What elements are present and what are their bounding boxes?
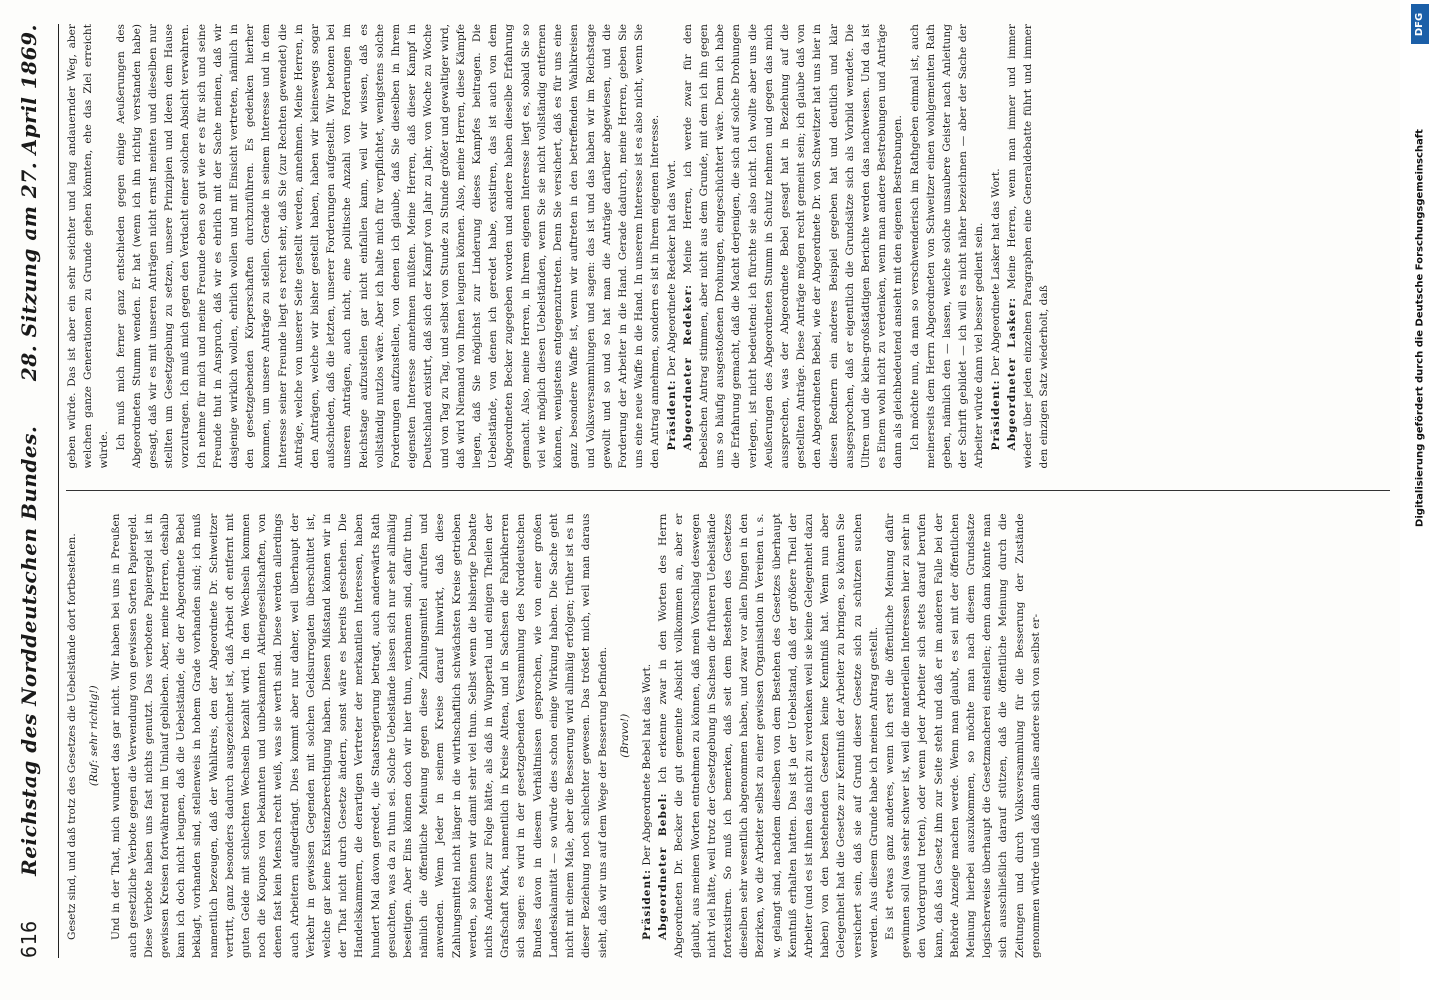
- column-left: [64, 514, 1390, 959]
- credit-text: Digitalisierung gefördert durch die Deutsche Forschungsgemeinschaft: [1414, 129, 1426, 527]
- speaker-label: Präsident:: [640, 868, 653, 940]
- paragraph: geben würde. Das ist aber ein sehr seichter und lang andauernder Weg, aber welchen ganze Generationen zu Grunde gehen könnten, ehe das Ziel erreicht würde.: [66, 24, 111, 469]
- digitization-credit: [1408, 48, 1432, 608]
- paragraph: Und in der That, mich wundert das gar nicht. Wir haben bei uns in Preußen auch gesetzliche Verbote gegen die Verwendung von gewissen Sorten Papiergeld. Diese Verbote haben uns fast nichts genutzt. Das verbotene Papiergeld ist in gewissen Kreisen fortwährend im Umlauf geblieben. Aber, meine Herren, deshalb kann ich doch nicht leugnen, daß die Uebelstände, die der Abgeordnete Bebel beklagt, vorhanden sind, stellenweis in hohem Grade vorhanden sind; ich muß namentlich bezeugen, daß der Wahlkreis, den der Abgeordnete Dr. Schweitzer vertritt, ganz besonders dadurch ausgezeichnet ist, daß Arbeit oft entfernt mit guten Gelde mit schlechten Wechseln bezahlt wird. In den Wechseln kommen noch die Koupons von bekannten und unbekannten Aktiengesellschaften, von denen fast kein Mensch recht weiß, was sie werth sind. Diese werden allerdings auch Arbeitern aufgedrängt. Dies kommt aber nur daher, weil überhaupt der Verkehr in gewissen Gegenden mit solchen Geldsurrogaten überschüttet ist, welche gar keine Existenzberechtigung haben. Diesen Mißstand können wir in der That nicht durch Gesetze ändern, sonst wäre es bereits geschehen. Die Handelskammern, die derartigen Vertreter der merkantilen Interessen, haben hundert Mal davon geredet, die Staatsregierung betragt, auch anderwärts Rath gesuchten, was da zu thun sei. Solche Uebelstände lassen sich nur sehr allmälig beseitigen. Aber Eins können doch wir hier thun, verbannen sind, dafür thun, nämlich die öffentliche Meinung gegen diese Zahlungsmittel aufrufen und anwenden. Wenn Jeder in seinem Kreise darauf hinwirkt, daß diese Zahlungsmittel nicht länger in die wirthschaftlich schwächsten Kreise getrieben werden, so können wir damit sehr viel thun. Selbst wenn die bisherige Debatte nichts Anderes zur Folge hätte, als daß in Wuppertal und einigen Theilen der Grafschaft Mark, namentlich in Kreise Altena, und in Sachsen die Fabrikherren sich sagen: es wird in der gesetzgebenden Versammlung des Norddeutschen Bundes davon in diesem Verhältnissen gesprochen, wie von einer großen Landeskalamität — so würde dies schon einige Wirkung haben. Die Sache geht nicht mit einem Male, aber die Besserung wird allmälig erfolgen; trüher ist es in dieser Beziehung noch schlechter gewesen. Das tröstet mich, weil man daraus sieht, daß wir uns auf dem Wege der Besserung befinden.: [110, 513, 609, 958]
- speech-text: Ich erkenne zwar in den Worten des Herrn Abgeordneten Dr. Becker die gut gemeinte Absicht vollkommen an, aber er glaubt, aus meinen Worten entnehmen zu können, daß mein Vorschlag deswegen nicht viel hätte, weil trotz der Gesetzgebung in Sachsen die früheren Uebelstände fortexistiren. So muß ich bemerken, daß seit dem Bestehen des Gesetzes dieselben sehr wesentlich abgenommen haben, und zwar vor allen Dingen in den Bezirken, wo die Arbeiter selbst zu einer gewissen Organisation in Vereinen u. s. w. gelangt sind, nachdem dieselben von dem Bestehen des Gesetzes überhaupt Kenntniß erhalten hatten. Das ist ja der Uebelstand, daß der größere Theil der Arbeiter (und es ist ihnen das nicht zu verdenken weil sie keine Gelegenheit dazu haben) von den bestehenden Gesetzen keine Kenntniß hat. Wenn nun aber Gelegenheit hat die Gesetze zur Kenntniß der Arbeiter zu bringen, so können Sie versichert sein, daß sie auf Grund dieser Gesetze sich zu schützen suchen werden. Aus diesem Grunde habe ich meinen Antrag gestellt.: [657, 513, 880, 958]
- speech-paragraph: [655, 514, 882, 959]
- text-columns: [64, 24, 1390, 958]
- session-title: 28. Sitzung am 27. April 1869.: [17, 24, 41, 382]
- column-right: [64, 24, 1390, 469]
- speaker-label: Abgeordneter Redeker:: [681, 284, 694, 451]
- paragraph: Es ist etwas ganz anderes, wenn ich erst die öffentliche Meinung dafür gewinnen soll (was sehr schwer ist, weil die materiellen Interessen hier zu sehr in den Vordergrund treten), oder wenn jeder Arbeiter sich stets darauf berufen kann, daß das Gesetz ihm zur Seite steht und daß er im anderen Falle bei der Behörde Anzeige machen werde. Wenn man glaubt, es sei mit der öffentlichen Meinung hierbei auszukommen, so möchte man nach diesem Grundsatze logischerweise überhaupt die Gesetzmacherei einstellen; denn dann könnte man sich ausschließlich darauf stützen, daß die öffentliche Meinung durch die Zeitungen und durch Volksversammlung für die Besserung der Zustände genommen würde und daß dann alles andere sich von selbst er-: [883, 513, 1042, 958]
- speaker-label: Abgeordneter Lasker:: [1005, 296, 1018, 451]
- speech-text: Meine Herren, ich werde zwar für den Bebelschen Antrag stimmen, aber nicht aus dem Grunde, mit dem ich ihn gegen uns so häufig ausgestoßenen Drohungen, eingeschüchtert wäre. Denn ich habe die Erfahrung gemacht, daß die Macht derjenigen, die sich auf solche Drohungen verlegen, ist nicht bedeutend: ich fürchte sie also nicht. Ich wollte aber uns die Aeußerungen des Abgeordneten Stumm in Schutz nehmen und gegen das mich aussprechen, was der Abgeordnete Bebel gesagt hat in Beziehung auf die gestellten Anträge. Diese Anträge mögen recht gemeint sein; ich glaube daß von den Abgeordneten Bebel, wie der Abgeordnete Dr. von Schweitzer hat uns hier in diesen Rednern ein anderes Beispiel gegeben hat und deutlich und klar ausgesprochen, daß er eigentlich die Grundsätze sich als Vorbild wendete. Die Ultren und die klein-großstädtigen Berichte werden das nachweisen. Und da ist es Einem wohl nicht zu verdenken, wenn man andere Bestrebungen und Anträge dann als gleichbedeutend ansieht mit den eigenen Bestrebungen.: [681, 24, 905, 469]
- president-text: Der Abgeordnete Lasker hat das Wort.: [989, 168, 1002, 377]
- dfg-logo: DFG: [1411, 4, 1429, 44]
- paragraph: Ich möchte nun, da man so verschwenderisch im Rathgeben einmal ist, auch meinerseits dem Herrn Abgeordneten von Schweitzer einen wohlgemeinten Rath geben, nämlich den — lassen, welche solche unsaubere Geister nach Anleitung der Schrift gebildet — ich will es nicht näher bezeichnen — aber der Sache der Arbeiter würde dann viel besser gedient sein.: [908, 24, 986, 469]
- page-number: 616: [17, 920, 41, 958]
- column-divider: [66, 491, 1390, 492]
- interjection: (Bravo!): [618, 713, 631, 758]
- speech-paragraph: [1004, 24, 1053, 469]
- president-line: [639, 514, 655, 959]
- publication-title: Reichstag des Norddeutschen Bundes.: [17, 425, 41, 876]
- speaker-label: Präsident:: [989, 379, 1002, 451]
- paragraph: Ich muß mich ferner ganz entschieden gegen einige Aeußerungen des Abgeordneten Stumm wenden. Er hat (wenn ich ihn richtig verstanden habe) gesagt, daß wir es mit unseren Anträgen nicht ernst meinten und dieselben nur stellten um Gesetzgebung zu setzen, unsere Prinzipien und Ideen dem Hause vorzutragen. Ich muß mich gegen den Verdacht einer solchen Absicht verwahren. Ich nehme für mich und meine Freunde eben so gut wie er es für sich und seine Freunde thut in Anspruch, daß wir es ehrlich mit der Sache meinen, daß wir dasjenige wirklich wollen, ehrlich wollen und mit Einsicht vertreten, nämlich in den gesetzgebenden Körperschaften durchzuführen. Es gedenken hierher kommen, um unsere Anträge zu stellen. Gerade in seinem Interesse und in dem Interesse seiner Freunde liegt es recht sehr, daß Sie (zur Rechten gewendet) die Anträge, welche von unserer Seite gestellt werden, annehmen. Meine Herren, in den Anträgen, welche wir bisher gestellt haben, haben wir keineswegs sogar außschieden, daß die letzten, unserer Forderungen aufgestellt. Wir betonen bei unseren Anträgen, auch nicht, eine politische Anzahl von Forderungen im Reichstage aufzustellen gar nicht einfallen kann, weil wir wissen, daß es vollständig nutzlos wäre. Aber ich halte mich für verpflichtet, wenigstens solche Forderungen aufzustellen, von denen ich glaube, daß Sie dieselben in Ihrem eigensten Interesse annehmen müßten. Meine Herren, daß dieser Kampf in Deutschland existirt, daß sich der Kampf von Jahr zu Jahr, von Woche zu Woche und von Tag zu Tag, und selbst von Stunde zu Stunde größer und gewaltiger wird, daß wird Niemand von Ihnen leugnen können. Also, meine Herren, diese Kämpfe liegen, daß Sie möglichst zur Linderung dieses Kampfes beitragen. Die Uebelstände, von denen ich geredet habe, existiren, das ist auch von dem Abgeordneten Becker zugegeben worden und andere haben dieselbe Erfahrung gemacht. Also, meine Herren, in Ihrem eigenen Interesse liegt es, sobald Sie so viel wie möglich diesen Uebelständen, wenn Sie sie nicht vollständig entfernen können, wenigstens entgegenzutreten. Denn Sie versichert, daß es für uns eine ganz besondere Waffe ist, wenn wir auftreten in den betreffenden Wahlkreisen und Volksversammlungen und sagen: das ist und das haben wir im Reichstage gewollt und so und so hat man die Anträge darüber abgewiesen, und die Forderung der Arbeiter in die Hand. Gerade dadurch, meine Herren, geben Sie uns eine neue Waffe in die Hand. In unserem Interesse ist es also nicht, wenn Sie den Antrag annehmen, sondern es ist in Ihrem eigenen Interesse.: [114, 24, 662, 469]
- speaker-label: Präsident:: [665, 379, 678, 451]
- speech-text: Meine Herren, wenn man immer und immer wieder über jeden einzelnen Paragraphen eine Generaldebatte führt und immer den einzigen Satz wiederholt, daß: [1005, 24, 1051, 469]
- page-header: [0, 24, 59, 958]
- speech-paragraph: [680, 24, 907, 469]
- president-line: [988, 24, 1004, 469]
- digitization-sidebar: [1408, 0, 1432, 1000]
- president-text: Der Abgeordnete Redeker hat das Wort.: [665, 159, 678, 377]
- interjection: (Ruf: sehr richtig!): [88, 685, 101, 787]
- president-line: [664, 24, 680, 469]
- speaker-label: Abgeordneter Bebel:: [657, 792, 670, 940]
- paragraph: Gesetz sind, und daß trotz des Gesetzes die Uebelstände dort fortbestehen.: [66, 533, 78, 940]
- president-text: Der Abgeordnete Bebel hat das Wort.: [640, 663, 653, 866]
